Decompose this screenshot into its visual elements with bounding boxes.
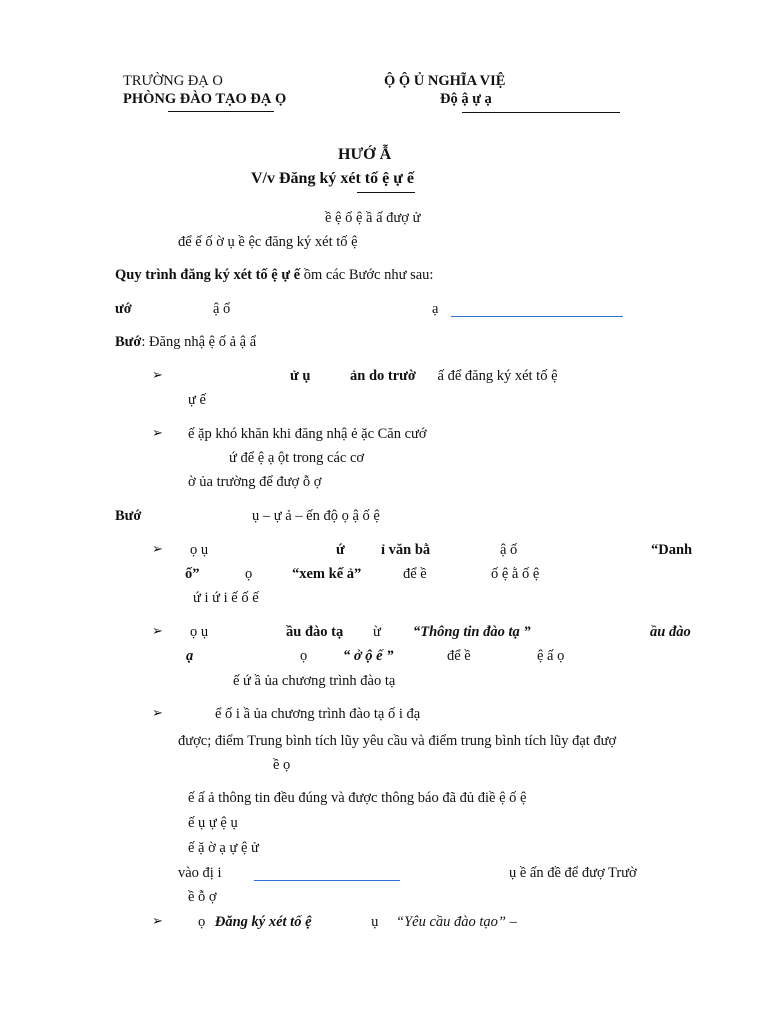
bullet-1-line-2: ự ế <box>188 392 206 408</box>
bullet-4-a: ọ ụ <box>190 624 209 640</box>
bullet-4-e: ầu đào <box>650 624 691 640</box>
bullet-5-line-1: ể ố i ầ ủa chương trình đào tạ ố i đạ <box>215 706 421 722</box>
bullet-4-d: “Thông tin đào tạ ” <box>413 624 531 640</box>
bullet-1-c: ấ để đăng ký xét tố ệ <box>437 368 558 384</box>
step-3-text: ụ – ự ả – ến độ ọ ậ ố ệ <box>252 508 380 524</box>
slogan-underline <box>462 112 620 113</box>
bullet-3-line-3: ứ i ứ i ế ố ế <box>193 590 259 606</box>
bullet-3-i: để ề <box>403 566 427 582</box>
para-6-line-1: ế ấ ả thông tin đều đúng và được thông báo đã đủ điề ệ ố ệ <box>188 790 527 806</box>
bullet-7-line <box>198 914 517 931</box>
arrow-bullet-icon: ➢ <box>152 914 163 929</box>
para-6-line-3: ế ặ ờ ạ ự ệ ử <box>188 840 259 856</box>
bullet-4-f: ạ <box>186 648 194 664</box>
bullet-4-j: ệ ấ ọ <box>537 648 565 664</box>
address-link-underline[interactable] <box>254 880 400 881</box>
bullet-1-a: ử ụ <box>290 368 311 384</box>
office-name: PHÒNG ĐÀO TẠO ĐẠ Ọ <box>123 91 287 107</box>
bullet-4-i: để ề <box>447 648 471 664</box>
para-6-line-2: ế ụ ự ệ ụ <box>188 815 238 831</box>
bullet-3-b: ứ <box>336 542 345 558</box>
bullet-7-b: Đăng ký xét tố ệ <box>214 914 312 930</box>
process-heading <box>115 267 433 284</box>
bullet-2-line-2: ứ để ệ ạ ột trong các cơ <box>229 450 365 466</box>
document-title: HƯỚ Ẫ <box>338 146 392 163</box>
school-name: TRƯỜNG ĐẠ O <box>123 73 223 89</box>
national-motto: Ộ Ộ Ủ NGHĨA VIỆ <box>384 73 506 89</box>
bullet-2-line-1: ế ặp khó khăn khi đăng nhậ ẻ ặc Căn cướ <box>188 426 427 442</box>
intro-line-2: để ế ố ờ ụ ề ệc đăng ký xét tố ệ <box>178 234 358 250</box>
arrow-bullet-icon: ➢ <box>152 624 163 639</box>
bullet-4-h: “ ở ộ ế ” <box>343 648 394 664</box>
process-heading-bold: Quy trình đăng ký xét tố ệ ự ế <box>115 267 301 283</box>
bullet-7-c: ụ <box>371 914 379 930</box>
bullet-3-g: ọ <box>245 566 253 582</box>
bullet-3-h: “xem kế ả” <box>292 566 362 582</box>
step-2 <box>115 334 256 351</box>
bullet-7-a: ọ <box>198 914 206 930</box>
subject-underline <box>357 192 415 193</box>
arrow-bullet-icon: ➢ <box>152 368 163 383</box>
bullet-1-b: ản do trườ <box>350 368 416 384</box>
step-1-text-2: ạ <box>432 301 439 317</box>
document-subject: V/v Đăng ký xét tố ệ ự ế <box>251 170 414 187</box>
national-slogan: Độ ậ ự ạ <box>440 91 492 107</box>
para-6-line-4a: vào đị i <box>178 865 222 881</box>
bullet-3-e: “Danh <box>651 542 693 558</box>
arrow-bullet-icon: ➢ <box>152 542 163 557</box>
arrow-bullet-icon: ➢ <box>152 706 163 721</box>
para-6-line-5: ề ỗ ợ <box>188 889 217 905</box>
bullet-3-f: ố” <box>185 566 200 582</box>
para-6-line-4b: ụ ề ấn đề để đượ Trườ <box>509 865 637 881</box>
step-2-label: Bướ <box>115 334 142 350</box>
bullet-4-c: ừ <box>373 624 381 640</box>
bullet-1-line-1 <box>290 368 558 385</box>
step-3-label: Bướ <box>115 508 142 524</box>
bullet-4-b: ầu đào tạ <box>286 624 344 640</box>
step-2-text: : Đăng nhậ ệ ố ả ậ ẩ <box>141 334 257 350</box>
process-heading-normal: ồm các Bước như sau: <box>303 267 434 283</box>
bullet-3-a: ọ ụ <box>190 542 209 558</box>
bullet-5-line-2: được; điểm Trung bình tích lũy yêu cầu và điểm trung bình tích lũy đạt đượ <box>178 733 617 749</box>
arrow-bullet-icon: ➢ <box>152 426 163 441</box>
bullet-4-g: ọ <box>300 648 308 664</box>
portal-link-underline[interactable] <box>451 316 623 317</box>
step-1-text: ậ ổ <box>213 301 231 317</box>
bullet-3-d: ậ ố <box>500 542 518 558</box>
bullet-4-line-3: ế ứ ầ ủa chương trình đào tạ <box>233 673 396 689</box>
bullet-7-d: “Yêu cầu đào tạo” – <box>396 914 517 930</box>
bullet-5-line-3: ề ọ <box>273 757 291 773</box>
office-underline <box>168 111 274 112</box>
intro-line-1: ề ệ ố ệ ầ ấ đượ ử <box>325 210 421 226</box>
bullet-2-line-3: ờ ủa trường để đượ ỗ ợ <box>188 474 322 490</box>
bullet-3-j: ố ệ ằ ố ệ <box>491 566 540 582</box>
step-1-label: ướ <box>115 301 132 317</box>
bullet-3-c: ỉ văn bằ <box>381 542 431 558</box>
